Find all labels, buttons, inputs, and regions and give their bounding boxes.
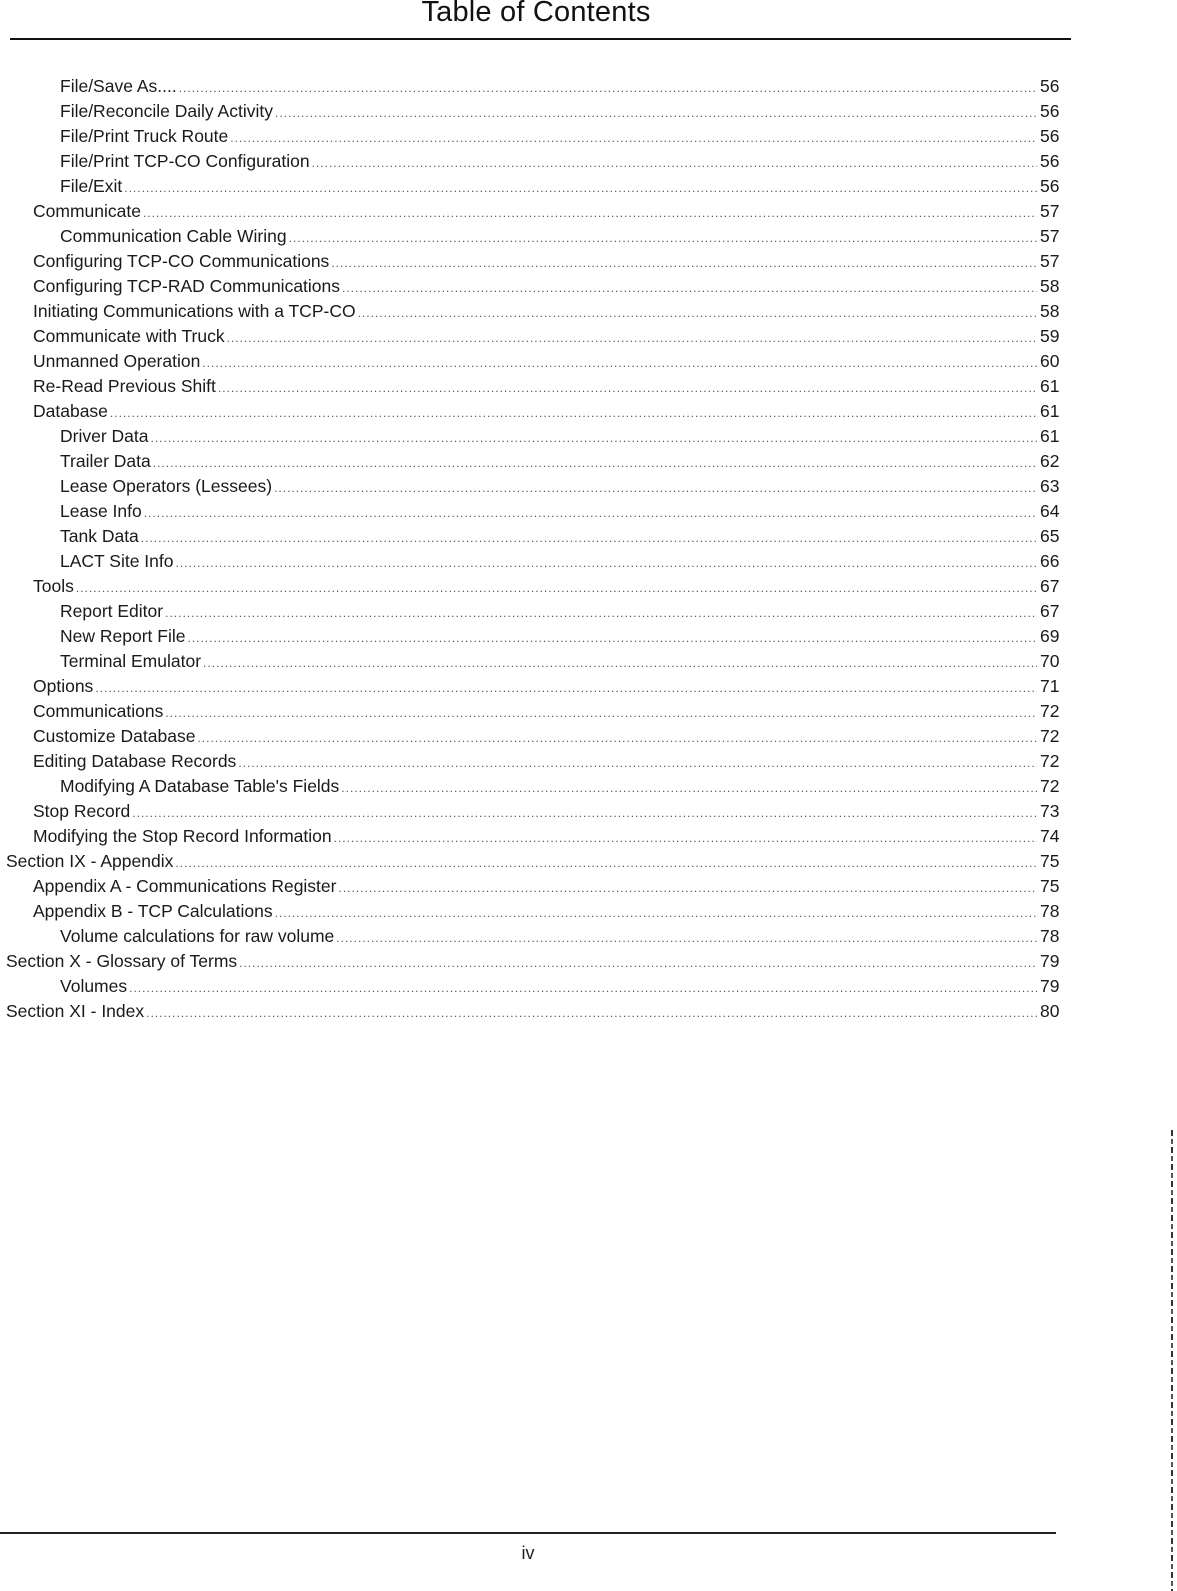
toc-entry-title: Modifying the Stop Record Information [33,826,332,846]
toc-entry-page: 75 [1040,851,1060,871]
scan-edge-artifact [1171,1130,1173,1591]
toc-entry[interactable] [0,624,1070,649]
toc-entry-page: 62 [1040,451,1060,471]
toc-entry-page: 59 [1040,326,1060,346]
toc-entry[interactable] [0,649,1070,674]
toc-entry[interactable] [0,474,1070,499]
dot-leader [275,901,1037,926]
toc-entry-page: 79 [1040,951,1060,971]
toc-entry-page: 66 [1040,551,1060,571]
dot-leader [95,676,1037,701]
title-divider [10,38,1071,40]
toc-entry-title: Re-Read Previous Shift [33,376,216,396]
toc-entry-page: 64 [1040,501,1060,521]
toc-entry-title: Communicate [33,201,141,221]
toc-entry-page: 57 [1040,251,1060,271]
toc-entry-page: 72 [1040,751,1060,771]
toc-entry-title: Modifying A Database Table's Fields [60,776,340,796]
toc-entry[interactable] [0,774,1070,799]
toc-entry[interactable] [0,949,1070,974]
dot-leader [338,876,1037,901]
toc-entry-page: 65 [1040,526,1060,546]
dot-leader [275,101,1037,126]
toc-entry[interactable] [0,799,1070,824]
toc-entry-page: 71 [1040,676,1060,696]
toc-entry[interactable] [0,199,1070,224]
toc-entry-title: Appendix A - Communications Register [33,876,337,896]
toc-entry-page: 56 [1040,126,1060,146]
toc-entry[interactable] [0,974,1070,999]
toc-entry-page: 79 [1040,976,1060,996]
dot-leader [274,476,1037,501]
toc-entry-title: Section X - Glossary of Terms [6,951,238,971]
dot-leader [175,851,1037,876]
dot-leader [165,601,1037,626]
dot-leader [76,576,1037,601]
table-of-contents [0,74,1070,1024]
toc-entry-page: 56 [1040,176,1060,196]
toc-entry[interactable] [0,724,1070,749]
toc-entry[interactable] [0,849,1070,874]
toc-entry[interactable] [0,749,1070,774]
toc-entry-page: 72 [1040,776,1060,796]
toc-entry[interactable] [0,599,1070,624]
toc-entry-title: Customize Database [33,726,196,746]
dot-leader [341,776,1037,801]
toc-entry-title: Volume calculations for raw volume [60,926,335,946]
toc-entry-page: 78 [1040,926,1060,946]
dot-leader [187,626,1037,651]
toc-entry[interactable] [0,149,1070,174]
toc-entry-page: 58 [1040,276,1060,296]
toc-entry[interactable] [0,249,1070,274]
toc-entry-title: Communicate with Truck [33,326,225,346]
dot-leader [331,251,1037,276]
dot-leader [124,176,1037,201]
toc-entry[interactable] [0,499,1070,524]
dot-leader [141,526,1037,551]
dot-leader [218,376,1037,401]
toc-entry-title: File/Reconcile Daily Activity [60,101,273,121]
toc-entry-title: File/Exit [60,176,123,196]
toc-entry-title: Report Editor [60,601,164,621]
toc-entry[interactable] [0,449,1070,474]
toc-entry[interactable] [0,424,1070,449]
toc-entry[interactable] [0,174,1070,199]
toc-entry-page: 75 [1040,876,1060,896]
toc-entry-page: 61 [1040,376,1060,396]
toc-entry-page: 56 [1040,151,1060,171]
toc-entry-page: 69 [1040,626,1060,646]
toc-entry[interactable] [0,224,1070,249]
toc-entry-page: 80 [1040,1001,1060,1021]
toc-entry-title: Section IX - Appendix [6,851,174,871]
toc-entry-page: 73 [1040,801,1060,821]
dot-leader [203,651,1037,676]
dot-leader [342,276,1037,301]
toc-entry-page: 67 [1040,601,1060,621]
toc-entry-title: New Report File [60,626,186,646]
toc-entry[interactable] [0,99,1070,124]
toc-entry-title: Trailer Data [60,451,151,471]
toc-entry-page: 72 [1040,726,1060,746]
toc-entry-page: 63 [1040,476,1060,496]
toc-entry-title: Database [33,401,108,421]
footer-divider [0,1532,1056,1534]
dot-leader [165,701,1037,726]
toc-entry[interactable] [0,349,1070,374]
toc-entry[interactable] [0,324,1070,349]
toc-entry-title: Configuring TCP-RAD Communications [33,276,341,296]
toc-entry-title: Initiating Communications with a TCP-CO [33,301,356,321]
dot-leader [132,801,1037,826]
dot-leader [143,201,1037,226]
toc-entry[interactable] [0,74,1070,99]
toc-entry[interactable] [0,274,1070,299]
toc-entry-title: Configuring TCP-CO Communications [33,251,330,271]
toc-entry-page: 57 [1040,226,1060,246]
toc-entry[interactable] [0,374,1070,399]
dot-leader [202,351,1037,376]
toc-entry-page: 61 [1040,426,1060,446]
toc-entry[interactable] [0,524,1070,549]
toc-entry[interactable] [0,299,1070,324]
toc-entry-title: Driver Data [60,426,149,446]
toc-entry[interactable] [0,124,1070,149]
toc-entry-page: 74 [1040,826,1060,846]
dot-leader [358,301,1037,326]
page-number: iv [521,1543,535,1563]
dot-leader [146,1001,1037,1026]
toc-entry-title: Tank Data [60,526,139,546]
toc-entry-title: Lease Operators (Lessees) [60,476,273,496]
toc-entry-title: Editing Database Records [33,751,237,771]
toc-entry-title: Tools [33,576,74,596]
toc-entry-page: 56 [1040,76,1060,96]
toc-entry-page: 56 [1040,101,1060,121]
toc-entry[interactable] [0,874,1070,899]
toc-entry[interactable] [0,399,1070,424]
toc-entry[interactable] [0,824,1070,849]
toc-entry-page: 60 [1040,351,1060,371]
toc-entry[interactable] [0,699,1070,724]
dot-leader [227,326,1037,351]
toc-entry[interactable] [0,549,1070,574]
toc-entry-page: 70 [1040,651,1060,671]
dot-leader [110,401,1037,426]
dot-leader [312,151,1037,176]
dot-leader [334,826,1037,851]
toc-entry[interactable] [0,924,1070,949]
dot-leader [144,501,1037,526]
toc-entry-title: LACT Site Info [60,551,174,571]
toc-entry-title: Appendix B - TCP Calculations [33,901,273,921]
dot-leader [230,126,1037,151]
dot-leader [238,751,1037,776]
toc-entry[interactable] [0,899,1070,924]
toc-entry-title: Communications [33,701,164,721]
dot-leader [289,226,1037,251]
toc-entry-title: File/Print Truck Route [60,126,229,146]
toc-entry[interactable] [0,574,1070,599]
toc-entry-page: 58 [1040,301,1060,321]
toc-entry-title: Stop Record [33,801,131,821]
toc-entry-page: 72 [1040,701,1060,721]
page-title: Table of Contents [421,0,651,28]
dot-leader [336,926,1037,951]
toc-entry-title: Section XI - Index [6,1001,145,1021]
toc-entry-page: 61 [1040,401,1060,421]
dot-leader [153,451,1037,476]
toc-entry-title: Terminal Emulator [60,651,202,671]
toc-entry[interactable] [0,999,1070,1024]
toc-entry-page: 78 [1040,901,1060,921]
toc-entry-title: Communication Cable Wiring [60,226,287,246]
toc-entry-page: 67 [1040,576,1060,596]
dot-leader [151,426,1038,451]
dot-leader [197,726,1037,751]
toc-entry-title: Options [33,676,94,696]
dot-leader [176,551,1038,576]
toc-entry-page: 57 [1040,201,1060,221]
dot-leader [239,951,1037,976]
dot-leader [129,976,1037,1001]
dot-leader [179,76,1037,101]
toc-entry-title: File/Save As.... [60,76,177,96]
toc-entry-title: Volumes [60,976,128,996]
toc-entry-title: Lease Info [60,501,142,521]
toc-entry-title: Unmanned Operation [33,351,201,371]
toc-entry-title: File/Print TCP-CO Configuration [60,151,310,171]
toc-entry[interactable] [0,674,1070,699]
